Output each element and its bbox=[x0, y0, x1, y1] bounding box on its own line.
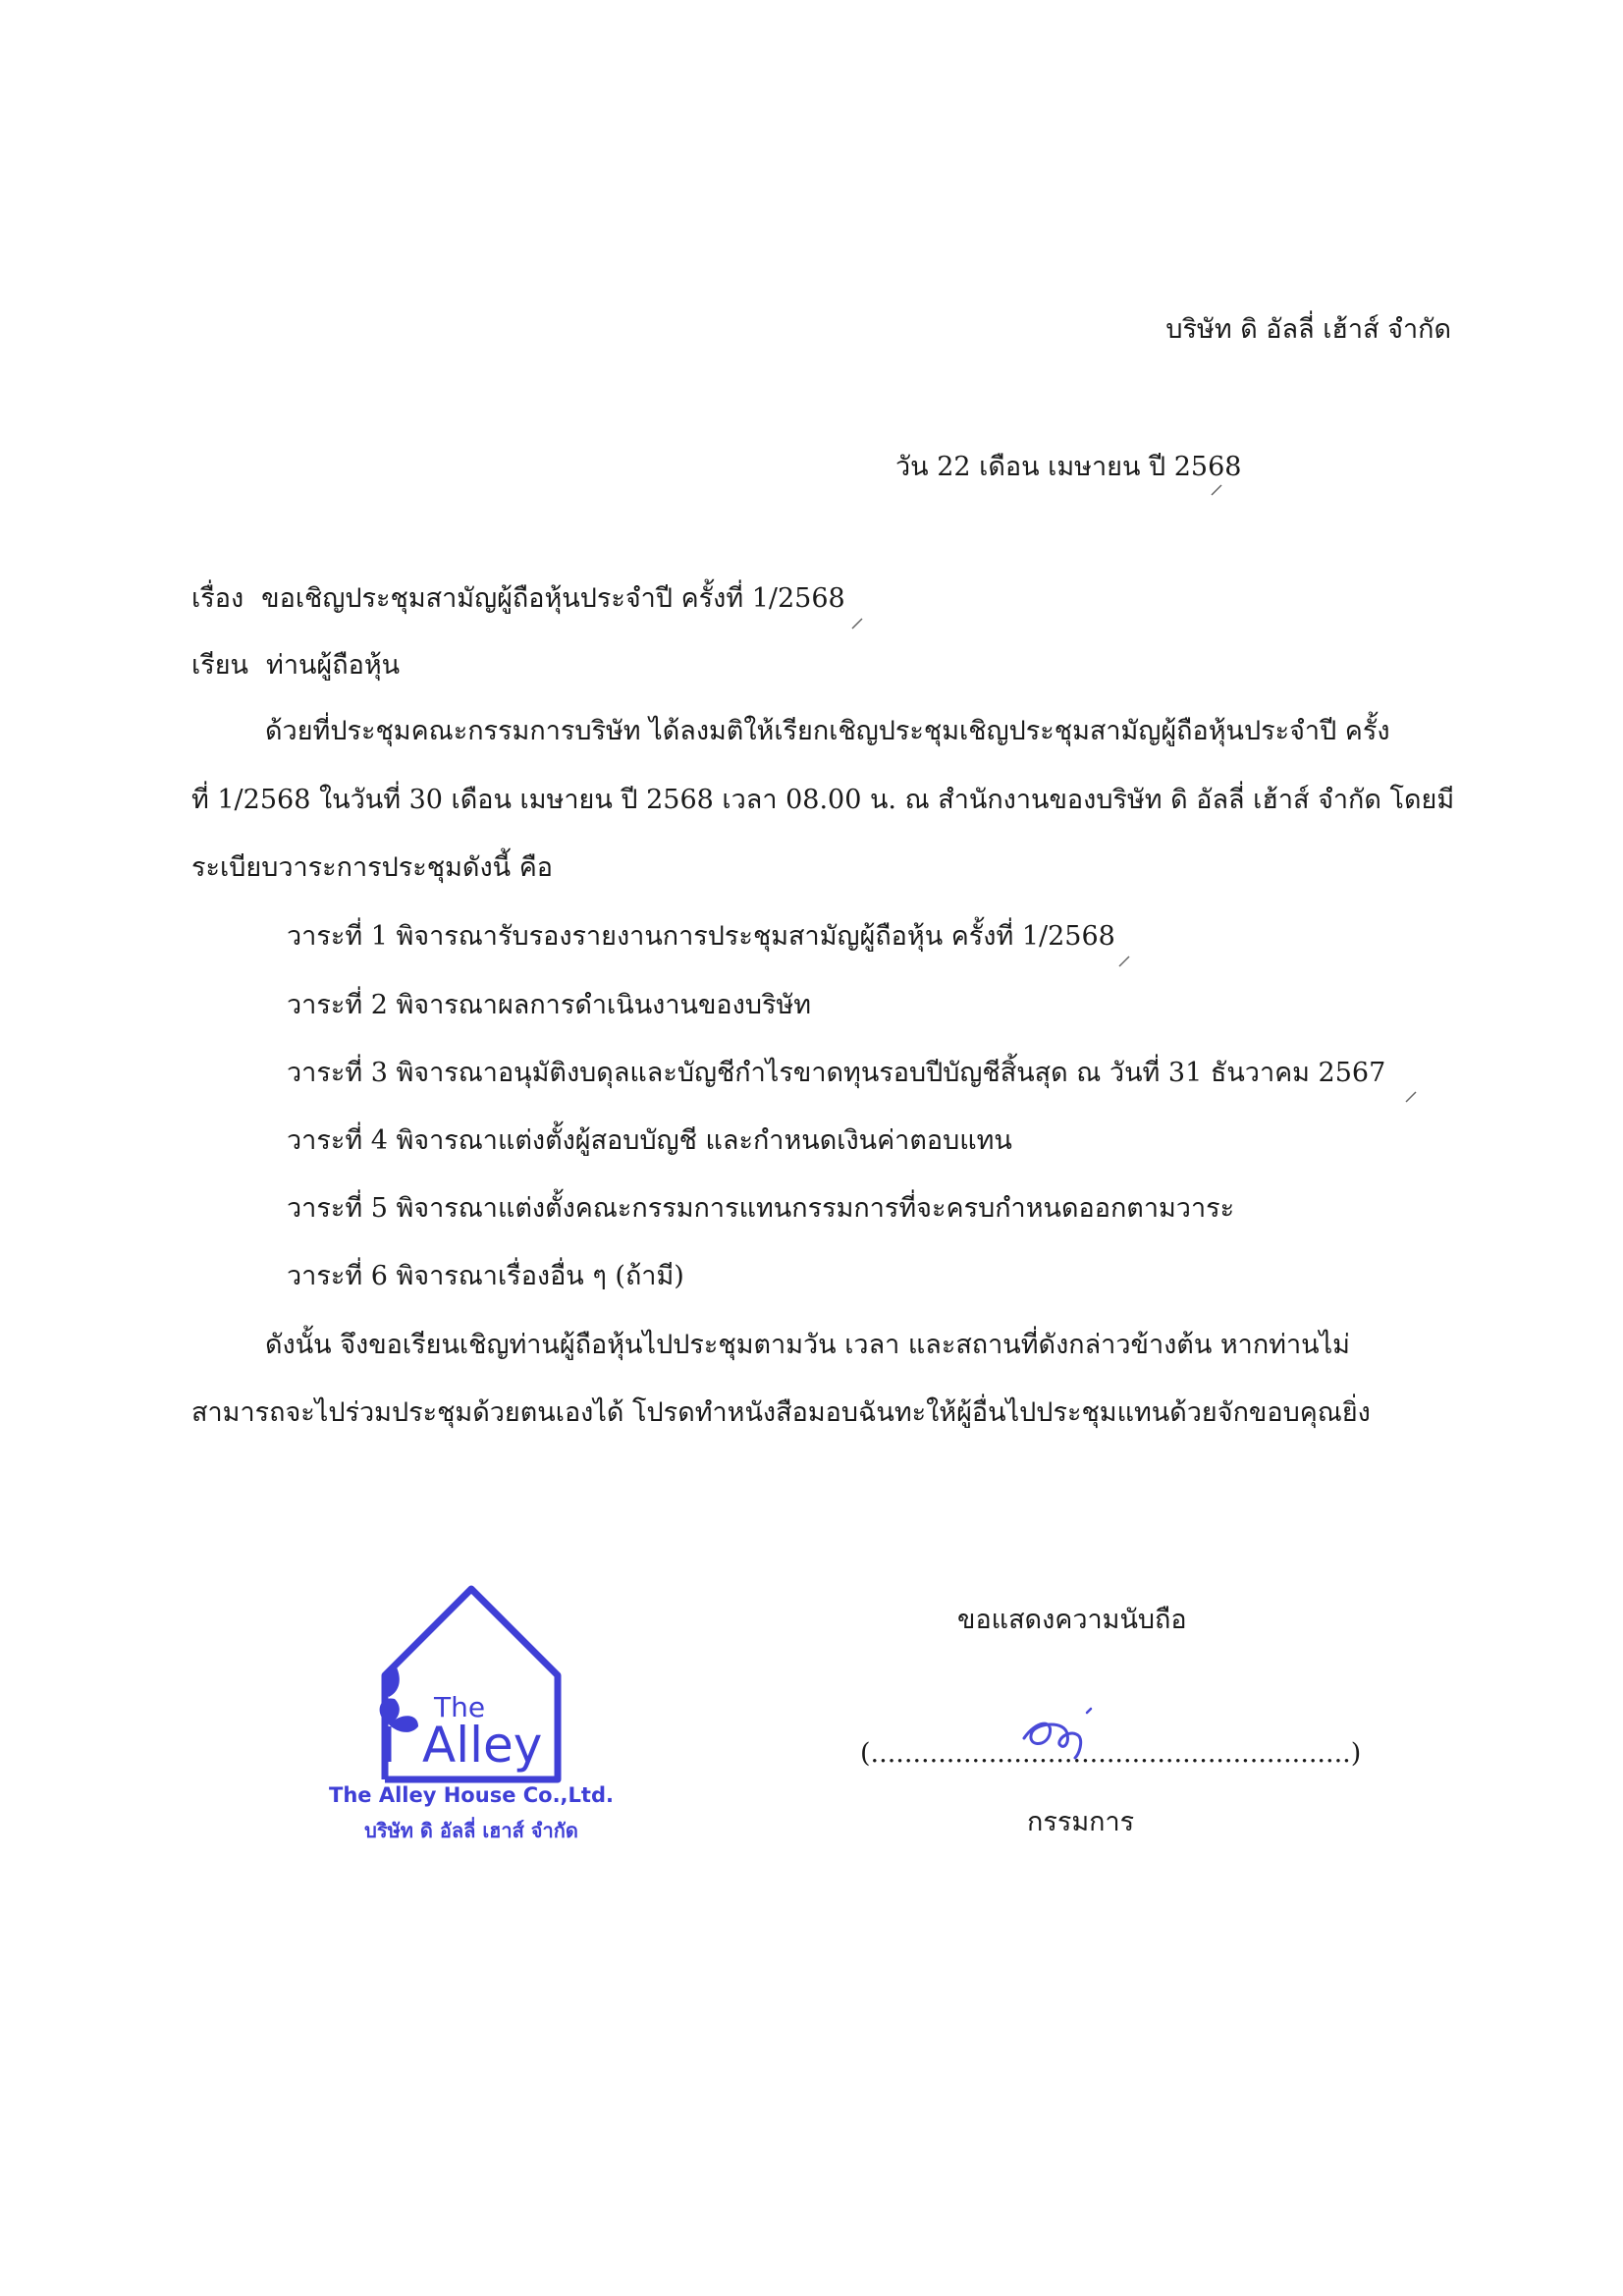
paragraph-line: ระเบียบวาระการประชุมดังนี้ คือ bbox=[191, 852, 553, 883]
check-tick-icon bbox=[850, 617, 864, 630]
stamp-company-th: บริษัท ดิ อัลลี่ เฮาส์ จำกัด bbox=[364, 1819, 578, 1842]
agenda-item: วาระที่ 1 พิจารณารับรองรายงานการประชุมสามัญผู้ถือหุ้น ครั้งที่ 1/2568 bbox=[287, 921, 1115, 952]
company-name: บริษัท ดิ อัลลี่ เฮ้าส์ จำกัด bbox=[1165, 314, 1451, 345]
agenda-item: วาระที่ 5 พิจารณาแต่งตั้งคณะกรรมการแทนกรรมการที่จะครบกำหนดออกตามวาระ bbox=[287, 1193, 1235, 1224]
house-logo-icon bbox=[324, 1569, 619, 1785]
salutation-label: เรียน bbox=[191, 650, 249, 681]
agenda-item: วาระที่ 4 พิจารณาแต่งตั้งผู้สอบบัญชี และกำหนดเงินค่าตอบแทน bbox=[287, 1125, 1012, 1156]
company-stamp bbox=[324, 1569, 619, 1864]
agenda-item: วาระที่ 3 พิจารณาอนุมัติงบดุลและบัญชีกำไรขาดทุนรอบปีบัญชีสิ้นสุด ณ วันที่ 31 ธันวาคม 2567 bbox=[287, 1058, 1386, 1088]
stamp-logo-alley: Alley bbox=[422, 1717, 543, 1774]
subject-text: ขอเชิญประชุมสามัญผู้ถือหุ้นประจำปี ครั้งที่ 1/2568 bbox=[261, 583, 845, 614]
letter-date: วัน 22 เดือน เมษายน ปี 2568 bbox=[895, 452, 1242, 482]
signer-title: กรรมการ bbox=[1027, 1807, 1135, 1837]
subject-line bbox=[191, 581, 845, 617]
paragraph-line: ด้วยที่ประชุมคณะกรรมการบริษัท ได้ลงมติให้เรียกเชิญประชุมเชิญประชุมสามัญผู้ถือหุ้นประจำปี ครั้ง bbox=[265, 716, 1390, 746]
closing-text: ขอแสดงความนับถือ bbox=[957, 1605, 1187, 1635]
check-tick-icon bbox=[1117, 955, 1131, 968]
agenda-item: วาระที่ 2 พิจารณาผลการดำเนินงานของบริษัท bbox=[287, 990, 812, 1020]
stamp-logo-the: The bbox=[434, 1691, 486, 1723]
subject-label: เรื่อง bbox=[191, 583, 244, 614]
salutation-line bbox=[191, 648, 400, 683]
handwritten-signature bbox=[1006, 1699, 1144, 1768]
salutation-text: ท่านผู้ถือหุ้น bbox=[266, 650, 401, 681]
stamp-company-en: The Alley House Co.,Ltd. bbox=[329, 1783, 614, 1807]
check-tick-icon bbox=[1210, 483, 1223, 497]
paragraph-line: ดังนั้น จึงขอเรียนเชิญท่านผู้ถือหุ้นไปประชุมตามวัน เวลา และสถานที่ดังกล่าวข้างต้น หากท่านไม่ bbox=[265, 1330, 1350, 1360]
paragraph-line: ที่ 1/2568 ในวันที่ 30 เดือน เมษายน ปี 2568 เวลา 08.00 น. ณ สำนักงานของบริษัท ดิ อัลลี่ เฮ้าส์ จำกัด โดยมี bbox=[191, 785, 1455, 815]
check-tick-icon bbox=[1404, 1090, 1418, 1104]
signature-line: (.........................................................) bbox=[860, 1738, 1362, 1769]
paragraph-line: สามารถจะไปร่วมประชุมด้วยตนเองได้ โปรดทำหนังสือมอบฉันทะให้ผู้อื่นไปประชุมแทนด้วยจักขอบคุณยิ่ง bbox=[191, 1397, 1371, 1428]
agenda-item: วาระที่ 6 พิจารณาเรื่องอื่น ๆ (ถ้ามี) bbox=[287, 1261, 684, 1291]
